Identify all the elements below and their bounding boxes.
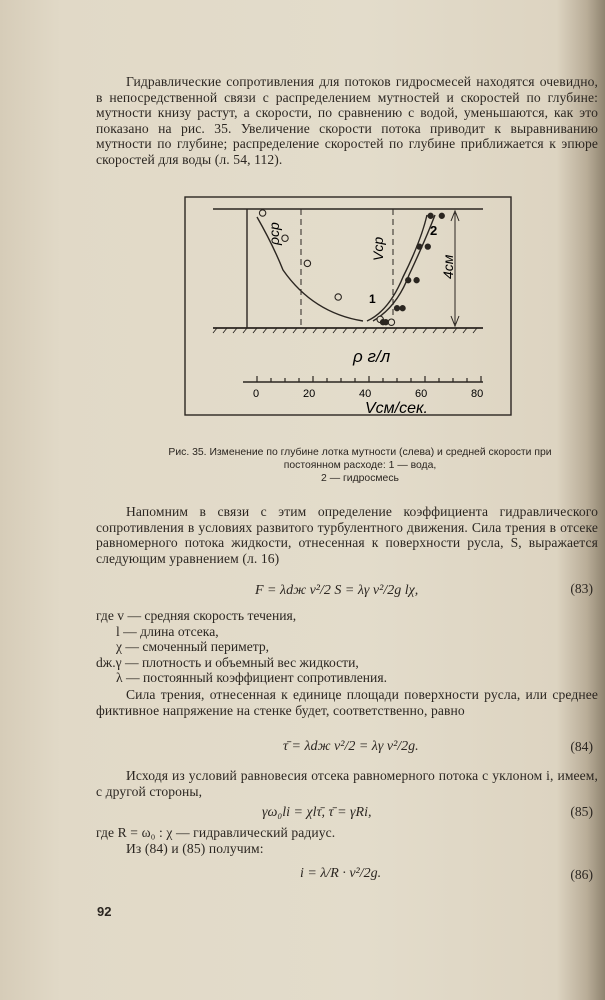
rho-cp-label: ρср — [266, 222, 282, 245]
turbidity-point — [304, 260, 310, 266]
turbidity-point — [282, 235, 288, 241]
equation-85-number: (85) — [570, 804, 593, 819]
paragraph-radius: где R = ω₀ : χ — гидравлический радиус. — [96, 825, 336, 840]
definitions-list — [96, 608, 516, 686]
equation-84-number: (84) — [570, 739, 593, 754]
axis-rho-label: ρ г/л — [353, 347, 391, 366]
equation-86: i = λ/R · v²/2g. — [300, 866, 382, 881]
v-cp-label: Vср — [370, 236, 386, 261]
paragraph-friction: Сила трения, отнесенная к единице площади поверхности русла, или среднее фиктивное напряжение на стенке будет, соответственно, равно — [96, 687, 598, 718]
chart-points — [259, 210, 444, 326]
mixture-velocity-point — [425, 244, 430, 249]
definition-lambda: λ — постоянный коэффициент сопротивления. — [116, 670, 387, 686]
turbidity-point — [335, 294, 341, 300]
tick-label-20: 20 — [303, 388, 316, 400]
figure-35 — [183, 195, 515, 443]
equation-85: γω₀li = χlτ̄, τ̄ = γRi, — [262, 805, 372, 820]
paragraph-definition: Напомним в связи с этим определение коэффициента гидравлического сопротивления в условиях развитого турбулентного движения. Сила трения в отсеке равномерного потока жидкости, отнесенная к поверхности русла, S, выражается следующим уравнением (л. 16) — [96, 504, 598, 566]
definition-l: l — длина отсека, — [116, 623, 219, 639]
figure-caption-line2: 2 — гидросмесь — [321, 473, 399, 484]
tick-label-80: 80 — [471, 388, 484, 400]
paragraph-equilibrium: Исходя из условий равновесия отсека равномерного потока с уклоном i, имеем, с другой стороны, — [96, 768, 598, 799]
mixture-velocity-point — [383, 320, 388, 325]
depth-label: 4см — [440, 254, 456, 279]
turbidity-point — [259, 210, 265, 216]
tick-label-40: 40 — [359, 388, 372, 400]
velocity-curve-2 — [373, 215, 438, 321]
curve-label-2: 2 — [430, 223, 438, 238]
equation-83: F = λdж v²/2 S = λγ v²/2g lχ, — [255, 583, 419, 598]
definition-chi: χ — смоченный периметр, — [116, 639, 270, 655]
equation-83-number: (83) — [570, 581, 593, 596]
definition-density: dж.γ — плотность и объемный вес жидкости, — [96, 654, 359, 670]
tick-label-0: 0 — [253, 388, 260, 400]
mixture-velocity-point — [439, 213, 444, 218]
page-number: 92 — [97, 904, 112, 919]
water-velocity-point — [428, 213, 433, 218]
figure-caption-line1: Рис. 35. Изменение по глубине лотка мутности (слева) и средней скорости при постоянном расходе: 1 — вода, — [168, 447, 552, 471]
scale-ticks — [257, 376, 481, 382]
water-velocity-point — [394, 306, 399, 311]
mixture-velocity-point — [414, 278, 419, 283]
tick-label-60: 60 — [415, 388, 428, 400]
mixture-velocity-point — [400, 306, 405, 311]
equation-84: τ̄ = λdж v²/2 = λγ v²/2g. — [283, 739, 419, 754]
axis-v-label: Vсм/сек. — [365, 400, 428, 417]
turbidity-point — [388, 319, 394, 325]
water-velocity-point — [417, 244, 422, 249]
paragraph-result: Из (84) и (85) получим: — [126, 841, 264, 856]
definition-v: где v — средняя скорость течения, — [96, 608, 297, 623]
water-velocity-point — [406, 278, 411, 283]
equation-86-number: (86) — [570, 867, 593, 882]
paragraph-intro: Гидравлические сопротивления для потоков гидросмесей находятся очевидно, в непосредственной связи с распределением мутностей и скоростей по глубине: мутности книзу растут, а скорости, по сравнению с водой, уменьшаются, как это показано на рис. 35. Увеличение скорости потока приводит к выравниванию мутности по глубине; распределение скоростей по глубине приближается к эпюре скоростей для воды (л. 54, 112). — [96, 74, 598, 167]
curve-label-1: 1 — [369, 292, 376, 306]
